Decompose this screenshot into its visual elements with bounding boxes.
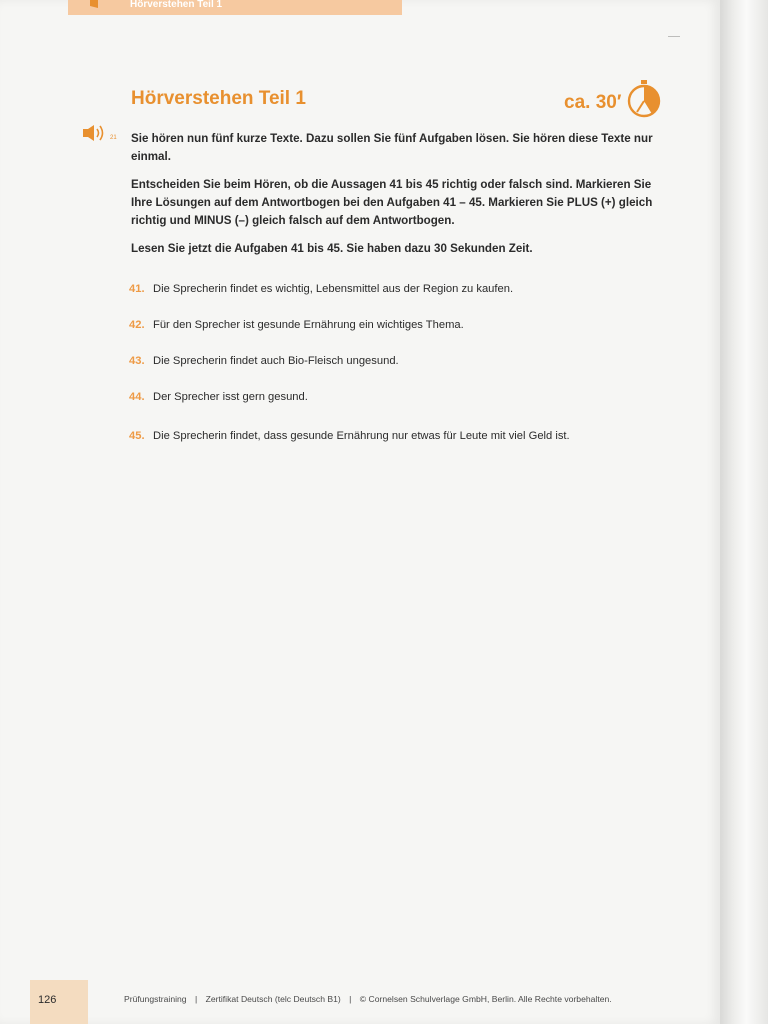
- footer-separator: |: [349, 994, 352, 1004]
- task-number: 43.: [129, 355, 145, 367]
- task-text: Die Sprecherin findet es wichtig, Lebensmittel aus der Region zu kaufen.: [153, 283, 514, 295]
- task-text: Die Sprecherin findet, dass gesunde Ernährung nur etwas für Leute mit viel Geld ist.: [153, 430, 570, 442]
- task-item: [129, 317, 689, 333]
- page-footer: [124, 994, 684, 1004]
- task-item: [129, 353, 689, 369]
- task-number: 45.: [129, 430, 145, 442]
- task-number: 44.: [129, 391, 145, 403]
- tab-label: Hörverstehen Teil 1: [130, 0, 223, 10]
- task-item: [129, 428, 689, 444]
- corner-mark: [668, 36, 680, 37]
- task-text: Der Sprecher isst gern gesund.: [153, 391, 308, 403]
- footer-separator: |: [194, 994, 198, 1004]
- time-label: ca. 30′: [564, 92, 622, 113]
- task-number: 42.: [129, 319, 145, 331]
- task-item: [129, 389, 689, 405]
- footer-book: Zertifikat Deutsch (telc Deutsch B1): [205, 994, 341, 1004]
- stopwatch-icon: [622, 76, 666, 120]
- task-text: Für den Sprecher ist gesunde Ernährung ein wichtiges Thema.: [153, 319, 464, 331]
- track-number: 21: [110, 135, 117, 141]
- instruction-paragraph: Sie hören nun fünf kurze Texte. Dazu sollen Sie fünf Aufgaben lösen. Sie hören diese Texte nur einmal.: [131, 132, 653, 163]
- page-title: Hörverstehen Teil 1: [131, 88, 306, 109]
- task-item: [129, 281, 689, 297]
- top-section-tab: [68, 0, 402, 15]
- task-text: Die Sprecherin findet auch Bio-Fleisch ungesund.: [153, 355, 399, 367]
- instruction-paragraph: Entscheiden Sie beim Hören, ob die Aussagen 41 bis 45 richtig oder falsch sind. Markieren Sie Ihre Lösungen auf dem Antwortbogen bei den Aufgaben 41 – 45. Markieren Sie PLUS (+) gleich richtig und MINUS (–) gleich falsch auf dem Antwortbogen.: [131, 178, 653, 227]
- book-gutter: [720, 0, 768, 1024]
- page-number: 126: [38, 994, 57, 1006]
- task-number: 41.: [129, 283, 145, 295]
- instruction-paragraph: Lesen Sie jetzt die Aufgaben 41 bis 45. Sie haben dazu 30 Sekunden Zeit.: [131, 242, 533, 255]
- footer-section: Prüfungstraining: [124, 994, 187, 1004]
- footer-copyright: © Cornelsen Schulverlage GmbH, Berlin. Alle Rechte vorbehalten.: [359, 994, 612, 1004]
- speaker-icon: [82, 123, 108, 143]
- speaker-tab-icon: [72, 0, 102, 12]
